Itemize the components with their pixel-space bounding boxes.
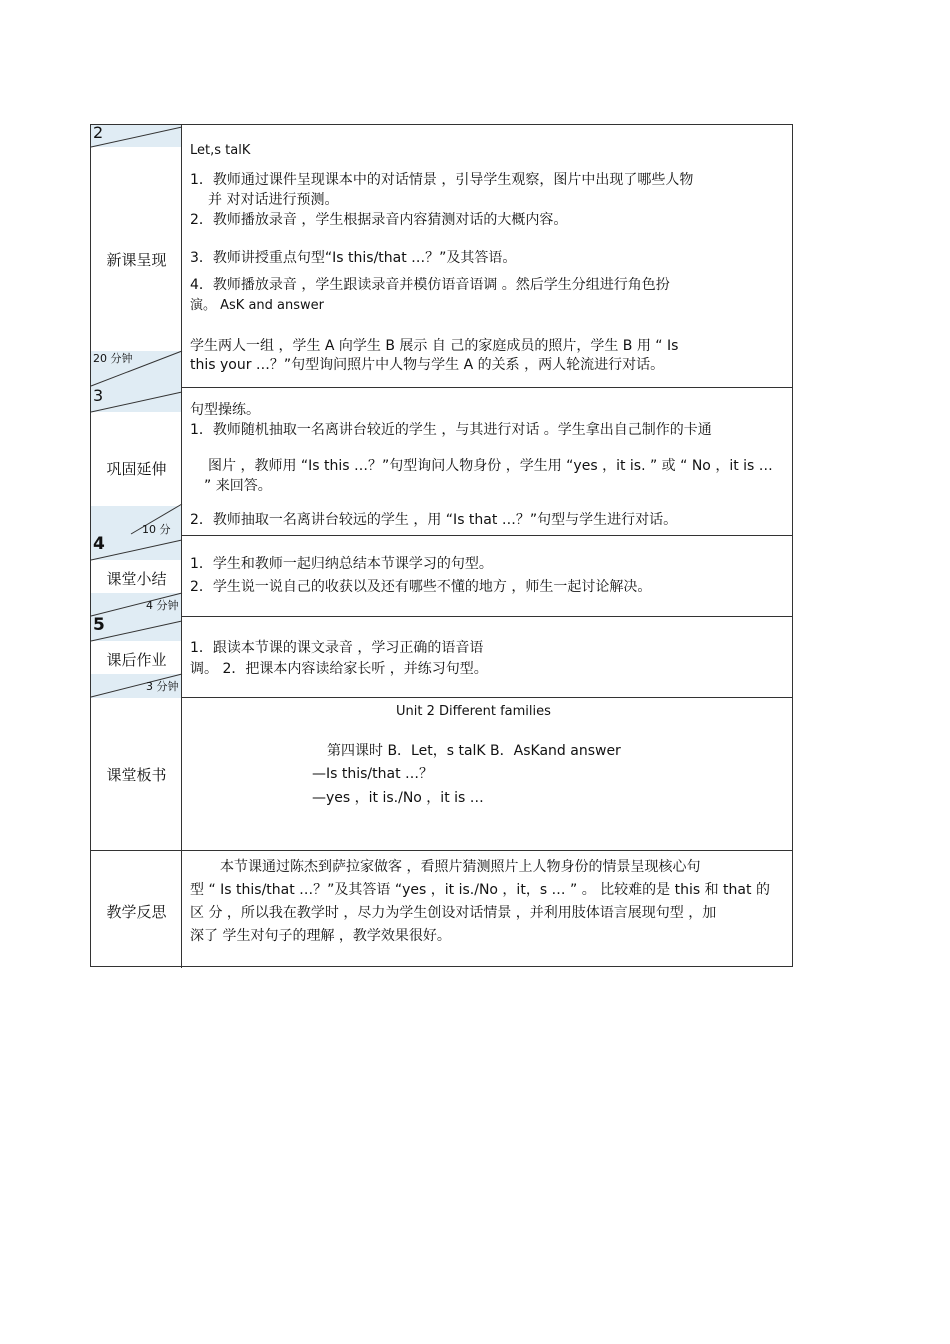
step-number: 3 — [93, 386, 104, 405]
content-line: this your …？”句型询问照片中人物与学生 A 的关系 ，两人轮流进行对话。 — [190, 357, 665, 373]
content-line: 演。 AsK and answer — [190, 298, 324, 313]
content-line: 1．跟读本节课的课文录音 ，学习正确的语音语 — [190, 640, 484, 656]
row-content — [182, 698, 792, 850]
board-subtitle: 第四课时 B．Let，s talK B．AsKand answer — [327, 743, 621, 759]
section-title: 课堂小结 — [106, 570, 167, 588]
row-header — [91, 617, 182, 697]
row-header — [91, 698, 182, 850]
content-line: 1．学生和教师一起归纳总结本节课学习的句型。 — [190, 556, 493, 572]
lesson-plan-table — [90, 124, 793, 967]
content-line: 型 “ Is this/that …？”及其答语 “yes ，it is./No ，it，s … ” 。 比较难的是 this 和 that 的 — [190, 882, 770, 898]
duration-label: 10 分 — [142, 523, 171, 536]
row-content — [182, 851, 792, 968]
step-number: 4 — [93, 534, 105, 554]
content-line: 图片 ，教师用 “Is this …？”句型询问人物身份 ，学生用 “yes ，it is. ” 或 “ No ，it is … — [208, 458, 773, 474]
row-summary — [91, 536, 792, 617]
row-header — [91, 125, 182, 387]
row-blackboard — [91, 698, 792, 851]
row-content — [182, 388, 792, 535]
content-line: 学生两人一组 ，学生 A 向学生 B 展示 自 己的家庭成员的照片，学生 B 用 “ Is — [190, 338, 679, 354]
row-header — [91, 851, 182, 968]
row-content — [182, 125, 792, 387]
content-line: 并 对对话进行预测。 — [208, 192, 339, 208]
row-content — [182, 617, 792, 697]
row-reflection — [91, 851, 792, 968]
content-line: 4．教师播放录音 ，学生跟读录音并模仿语音语调 。然后学生分组进行角色扮 — [190, 277, 670, 293]
section-title: 新课呈现 — [106, 251, 167, 269]
section-title: 教学反思 — [106, 903, 167, 921]
content-line: 深了 学生对句子的理解 ，教学效果很好。 — [190, 928, 451, 944]
row-header — [91, 388, 182, 535]
section-title: 课堂板书 — [106, 766, 167, 784]
row-header — [91, 536, 182, 616]
duration-label: 3 分钟 — [146, 680, 179, 693]
content-line: 1．教师通过课件呈现课本中的对话情景 ，引导学生观察，图片中出现了哪些人物 — [190, 172, 694, 188]
content-line: 1．教师随机抽取一名离讲台较近的学生 ，与其进行对话 。学生拿出自己制作的卡通 — [190, 422, 712, 438]
step-number: 5 — [93, 615, 105, 635]
content-line: 调。 2．把课本内容读给家长听 ，并练习句型。 — [190, 661, 488, 677]
content-line: 本节课通过陈杰到萨拉家做客 ，看照片猜测照片上人物身份的情景呈现核心句 — [220, 859, 701, 875]
board-title: Unit 2 Different families — [396, 704, 551, 719]
content-line: Let,s talK — [190, 143, 251, 158]
row-content — [182, 536, 792, 616]
row-new-lesson — [91, 125, 792, 388]
board-line: —Is this/that …？ — [312, 766, 434, 782]
board-line: —yes ，it is./No ，it is … — [312, 790, 484, 806]
step-number: 2 — [93, 123, 104, 142]
content-line: 2．教师播放录音 ，学生根据录音内容猜测对话的大概内容。 — [190, 212, 568, 228]
row-consolidation — [91, 388, 792, 536]
content-line: 2．教师抽取一名离讲台较远的学生 ，用 “Is that …？”句型与学生进行对话。 — [190, 512, 678, 528]
content-line: 区 分 ，所以我在教学时 ，尽力为学生创设对话情景 ，并利用肢体语言展现句型 ，加 — [190, 905, 717, 921]
content-line: ” 来回答。 — [204, 478, 272, 494]
row-homework — [91, 617, 792, 698]
duration-label: 4 分钟 — [146, 599, 179, 612]
section-title: 课后作业 — [106, 651, 167, 669]
content-line: 2．学生说一说自己的收获以及还有哪些不懂的地方 ，师生一起讨论解决。 — [190, 579, 652, 595]
content-line: 3．教师讲授重点句型“Is this/that …？”及其答语。 — [190, 250, 517, 266]
duration-label: 20 分钟 — [93, 352, 133, 365]
content-line: 句型操练。 — [190, 402, 260, 418]
section-title: 巩固延伸 — [106, 460, 167, 478]
